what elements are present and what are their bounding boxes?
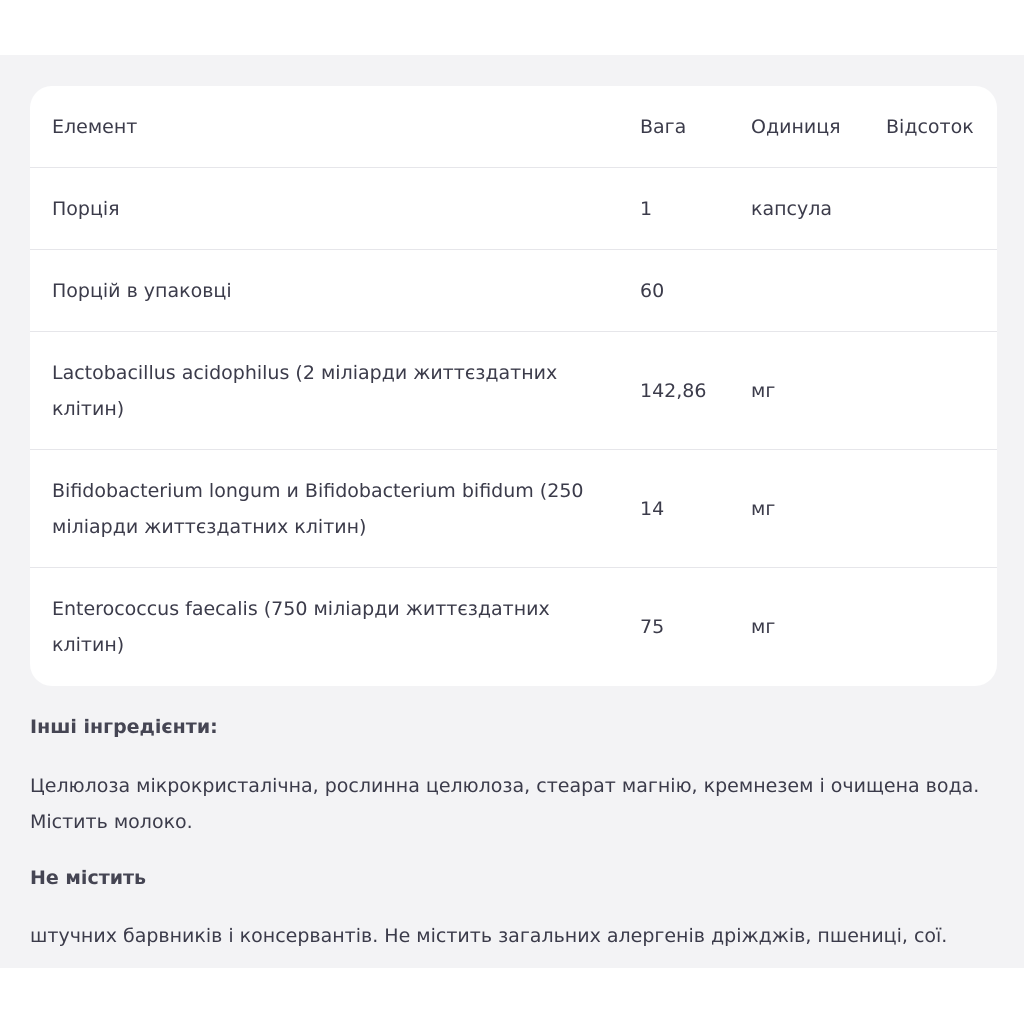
row-unit: капсула xyxy=(751,197,833,220)
row-element: Порція xyxy=(52,197,120,220)
row-weight: 142,86 xyxy=(640,379,707,402)
row-element: Bifidobacterium longum и Bifidobacterium bifidum (250 міліарди життєздатних клітин) xyxy=(52,479,584,538)
table-row xyxy=(30,168,997,250)
row-element: Enterococcus faecalis (750 міліарди життєздатних клітин) xyxy=(52,598,550,656)
row-element: Lactobacillus acidophilus (2 міліарди життєздатних клітин) xyxy=(52,361,558,420)
table-row xyxy=(30,332,997,450)
row-unit: мг xyxy=(751,497,776,520)
row-element: Порцій в упаковці xyxy=(52,279,232,302)
other-ingredients-text: Целюлоза мікрокристалічна, рослинна целюлоза, стеарат магнію, кремнезем і очищена вода. Містить молоко. xyxy=(30,775,980,833)
row-unit: мг xyxy=(751,616,776,638)
row-weight: 60 xyxy=(640,279,665,302)
table-row xyxy=(30,450,997,568)
free-from-heading: Не містить xyxy=(30,867,147,889)
table-row xyxy=(30,250,997,332)
header-percent: Відсоток xyxy=(886,115,974,138)
header-unit: Одиниця xyxy=(751,115,841,138)
row-weight: 1 xyxy=(640,197,653,220)
row-unit: мг xyxy=(751,379,776,402)
other-ingredients-heading: Інші інгредієнти: xyxy=(30,716,218,738)
header-element: Елемент xyxy=(52,115,138,138)
row-weight: 75 xyxy=(640,616,665,638)
header-weight: Вага xyxy=(640,115,687,138)
table-header-row xyxy=(30,86,997,168)
free-from-text: штучних барвників і консервантів. Не містить загальних алергенів дріжджів, пшениці, сої. xyxy=(30,925,948,947)
table-row xyxy=(30,568,997,686)
composition-table xyxy=(30,86,997,686)
row-weight: 14 xyxy=(640,497,665,520)
composition-panel xyxy=(0,55,1024,968)
